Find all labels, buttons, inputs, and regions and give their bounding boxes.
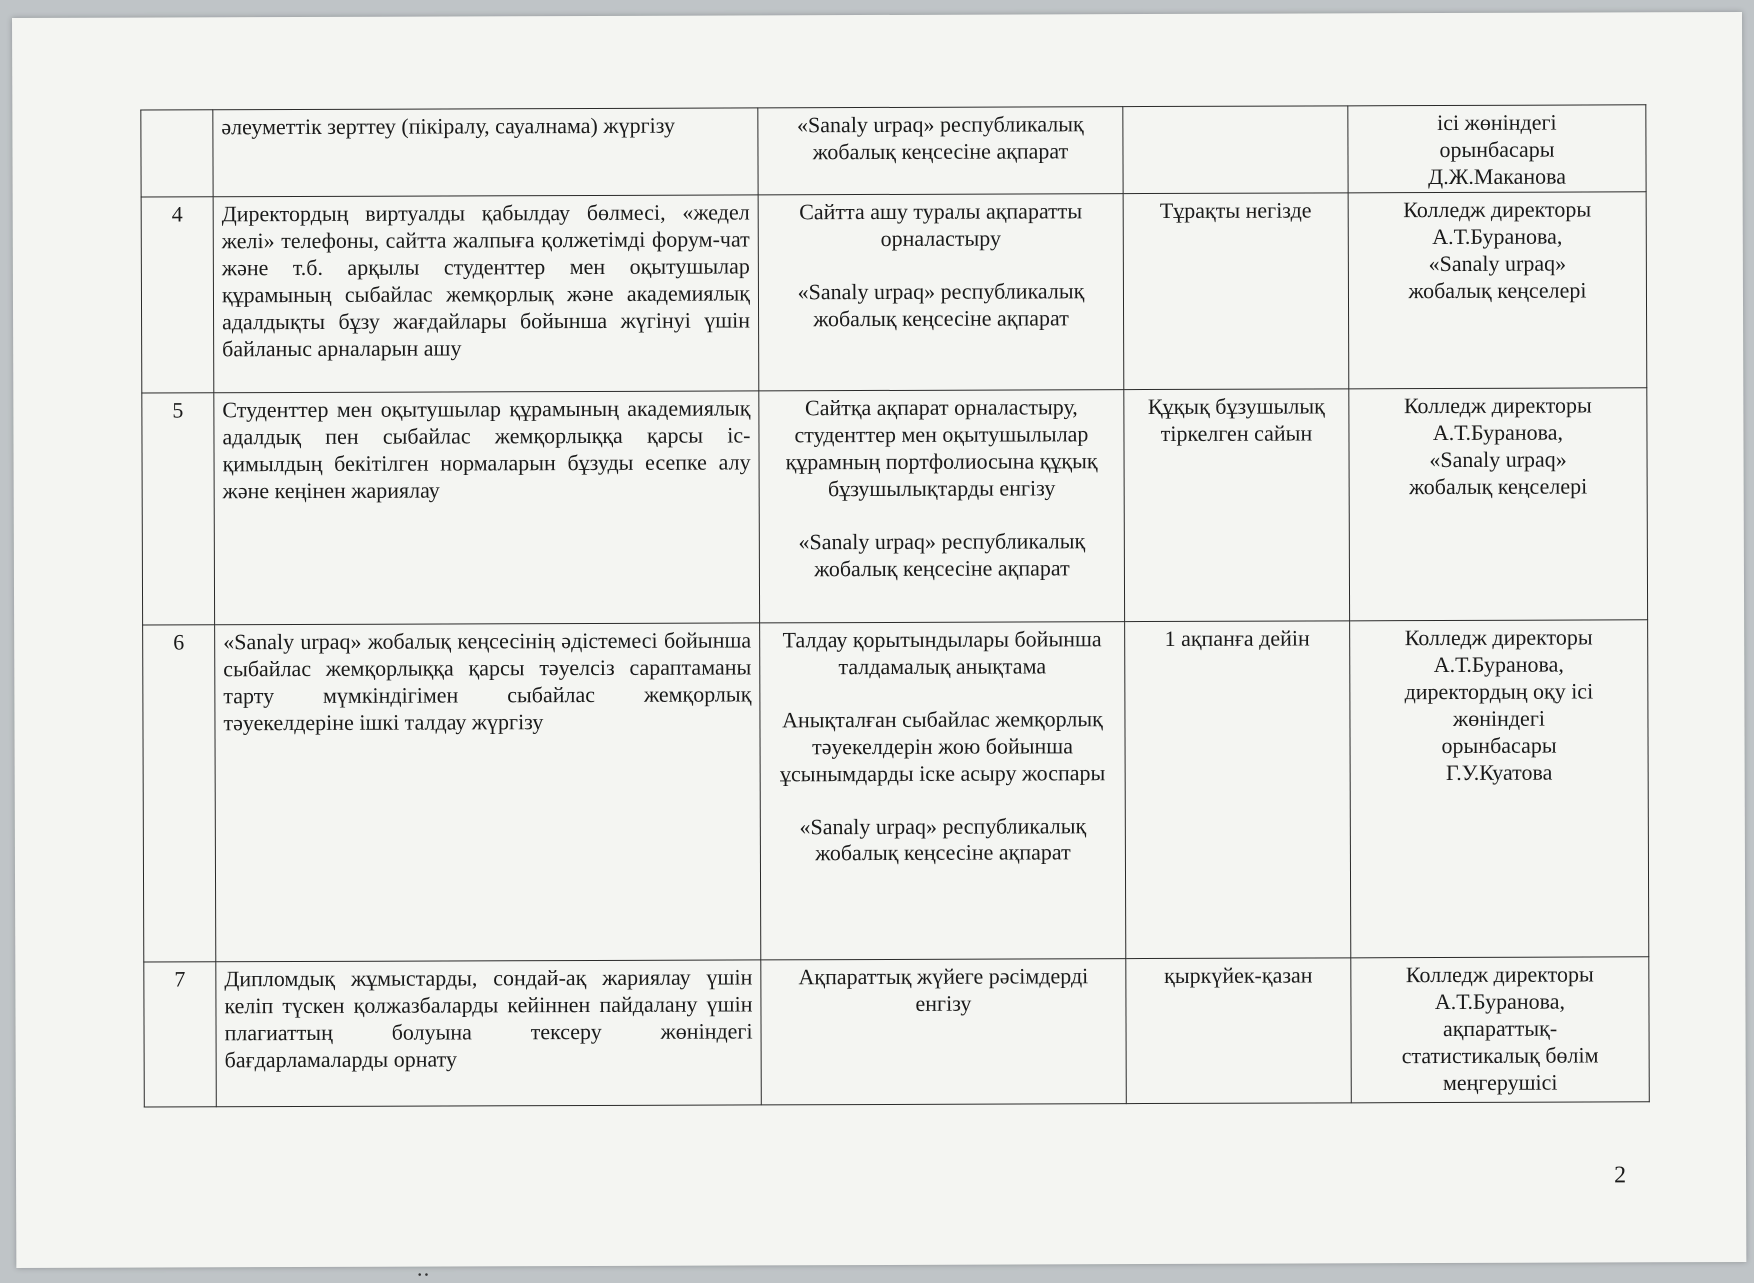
responsible-line: Г.У.Куатова xyxy=(1445,759,1553,785)
page-number: 2 xyxy=(1614,1162,1627,1189)
responsible-line: А.Т.Буранова, xyxy=(1434,988,1566,1015)
completion-form-cell xyxy=(758,107,1123,196)
row-number: 5 xyxy=(142,393,215,625)
responsible-line: Колледж директоры xyxy=(1405,961,1594,988)
form-text: «Sanaly urpaq» республикалық жобалық кеңсесіне ақпарат xyxy=(796,111,1084,165)
action-plan-table xyxy=(140,104,1649,1108)
row-number xyxy=(141,110,213,198)
completion-form-cell xyxy=(758,194,1124,391)
responsible-line: статистикалық бөлім xyxy=(1401,1042,1599,1069)
responsible-line: жобалық кеңселері xyxy=(1409,473,1588,500)
form-text: «Sanaly urpaq» республикалық жобалық кеңсесіне ақпарат xyxy=(799,812,1087,866)
responsible-line: орынбасары xyxy=(1439,136,1555,162)
form-text: «Sanaly urpaq» республикалық жобалық кеңсесіне ақпарат xyxy=(797,278,1085,332)
table-row xyxy=(141,105,1646,198)
responsible-line: жобалық кеңселері xyxy=(1408,277,1587,304)
responsible-line: «Sanaly urpaq» xyxy=(1428,250,1567,277)
deadline-cell: 1 ақпанға дейін xyxy=(1125,621,1351,959)
deadline-cell: Құқық бұзушылық тіркелген сайын xyxy=(1124,389,1350,622)
deadline-cell xyxy=(1123,106,1348,194)
form-text: Сайтқа ақпарат орналастыру, студенттер мен оқытушылылар құрамның портфолиосына құқық бұзушылықтарды енгізу xyxy=(785,394,1098,502)
responsible-cell xyxy=(1348,105,1646,194)
responsible-cell xyxy=(1349,388,1648,621)
responsible-line: А.Т.Буранова, xyxy=(1432,223,1563,250)
row-number: 7 xyxy=(144,962,217,1107)
responsible-line: А.Т.Буранова, xyxy=(1432,419,1564,446)
deadline-cell: қыркүйек-қазан xyxy=(1126,958,1352,1104)
row-number: 6 xyxy=(143,625,216,962)
responsible-line: Колледж директоры xyxy=(1404,624,1593,651)
responsible-cell xyxy=(1348,192,1647,389)
deadline-cell: Тұрақты негізде xyxy=(1123,193,1349,390)
action-cell: Дипломдық жұмыстарды, сондай-ақ жариялау үшін келіп түскен қолжазбаларды кейіннен пайдалану үшін плагиаттың болуына тексеру жөніндегі бағдарламаларды орнату xyxy=(216,960,762,1107)
row-number: 4 xyxy=(141,197,214,393)
responsible-cell xyxy=(1350,620,1649,958)
document-page xyxy=(12,12,1746,1281)
responsible-line: Колледж директоры xyxy=(1403,392,1592,419)
responsible-cell xyxy=(1351,957,1650,1103)
responsible-line: «Sanaly urpaq» xyxy=(1429,446,1567,473)
form-text: Талдау қорытындылары бойынша талдамалық анықтама xyxy=(782,626,1102,680)
table-row xyxy=(142,388,1648,625)
action-cell: «Sanaly urpaq» жобалық кеңсесінің әдістемесі бойынша сыбайлас жемқорлыққа қарсы тәуелсіз сараптаманы тарту мүмкіндігімен сыбайлас жемқорлық тәуекелдеріне ішкі талдау жүргізу xyxy=(215,623,761,962)
form-text: Сайтта ашу туралы ақпаратты орналастыру xyxy=(799,198,1083,252)
table-row xyxy=(143,620,1649,962)
table-row xyxy=(144,957,1649,1107)
completion-form-cell xyxy=(759,390,1125,623)
form-text: Анықталған сыбайлас жемқорлық тәуекелдерін жою бойынша ұсынымдарды іске асыру жоспары xyxy=(779,706,1106,787)
scan-speck-decoration: ․․ xyxy=(416,1258,430,1281)
responsible-line: меңгерушісі xyxy=(1442,1069,1558,1095)
responsible-line: ісі жөніндегі xyxy=(1437,109,1557,136)
table-row xyxy=(141,192,1647,393)
responsible-line: директордың оқу ісі xyxy=(1404,678,1594,705)
action-cell: Директордың виртуалды қабылдау бөлмесі, «жедел желі» телефоны, сайтта жалпыға қолжетімді форум-чат және т.б. арқылы студенттер мен оқытушылар құрамының сыбайлас жемқорлық және академиялық адалдықты бұзу жағдайлары бойынша жүгінуі үшін байланыс арналарын ашу xyxy=(213,195,759,393)
action-cell: әлеуметтік зерттеу (пікіралу, сауалнама) жүргізу xyxy=(213,108,758,197)
completion-form-cell xyxy=(760,622,1126,960)
completion-form-cell xyxy=(761,959,1127,1105)
responsible-line: орынбасары xyxy=(1441,732,1557,758)
action-cell: Студенттер мен оқытушылар құрамының академиялық адалдық пен сыбайлас жемқорлыққа қарсы іс-қимылдың бекітілген нормаларын бұзуды есепке алу және кеңінен жариялау xyxy=(214,391,760,625)
responsible-line: Колледж директоры xyxy=(1403,196,1592,223)
form-text: «Sanaly urpaq» республикалық жобалық кеңсесіне ақпарат xyxy=(798,528,1086,581)
responsible-line: Д.Ж.Маканова xyxy=(1428,163,1567,189)
responsible-line: ақпараттық- xyxy=(1442,1015,1558,1042)
responsible-line: А.Т.Буранова, xyxy=(1433,651,1564,678)
form-text: Ақпараттық жүйеге рәсімдерді енгізу xyxy=(798,963,1089,1017)
responsible-line: жөніндегі xyxy=(1452,705,1545,731)
